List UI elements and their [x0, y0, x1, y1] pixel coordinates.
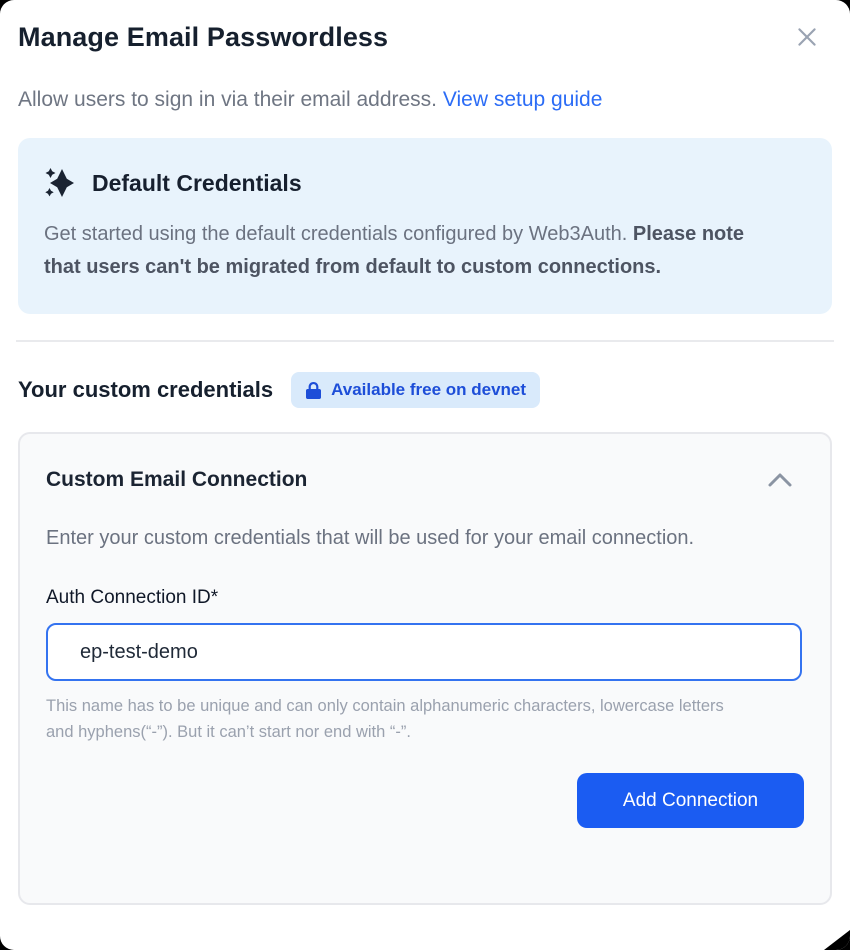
connection-card-description: Enter your custom credentials that will be used for your email connection. [46, 527, 695, 549]
close-button[interactable] [790, 20, 824, 54]
default-credentials-title: Default Credentials [92, 169, 302, 196]
chevron-up-icon [767, 472, 793, 488]
section-divider [16, 340, 834, 342]
close-icon [794, 24, 820, 50]
mouse-cursor [824, 930, 850, 950]
custom-credentials-heading: Your custom credentials [18, 377, 274, 402]
subtitle-text: Allow users to sign in via their email address. [18, 88, 443, 111]
modal-subtitle [18, 88, 832, 112]
view-setup-guide-link[interactable]: View setup guide [442, 88, 603, 111]
custom-email-connection-card [18, 432, 832, 905]
lock-icon [305, 381, 322, 400]
default-credentials-header [44, 166, 806, 200]
default-credentials-text: Get started using the default credentials configured by Web3Auth. [44, 223, 633, 245]
add-connection-button[interactable]: Add Connection [577, 773, 804, 828]
auth-connection-id-input[interactable] [46, 623, 802, 681]
default-credentials-note: Please note that users can't be migrated from default to custom connections. [44, 223, 745, 278]
auth-connection-id-helper: This name has to be unique and can only contain alphanumeric characters, lowercase letters and hyphens(“-”). But it can’t start nor end with “-”. [46, 697, 724, 741]
card-actions [46, 773, 804, 828]
connection-card-header[interactable] [46, 464, 804, 496]
auth-connection-id-label: Auth Connection ID* [46, 587, 219, 608]
page-title: Manage Email Passwordless [18, 22, 389, 52]
default-credentials-panel [18, 138, 832, 314]
sparkles-icon [44, 166, 76, 200]
connection-card-title: Custom Email Connection [46, 468, 308, 491]
custom-credentials-header [18, 372, 832, 408]
default-credentials-description [44, 218, 784, 284]
collapse-button[interactable] [764, 464, 796, 496]
modal-header [18, 22, 832, 54]
devnet-badge-label: Available free on devnet [331, 380, 527, 399]
devnet-badge [291, 372, 540, 408]
